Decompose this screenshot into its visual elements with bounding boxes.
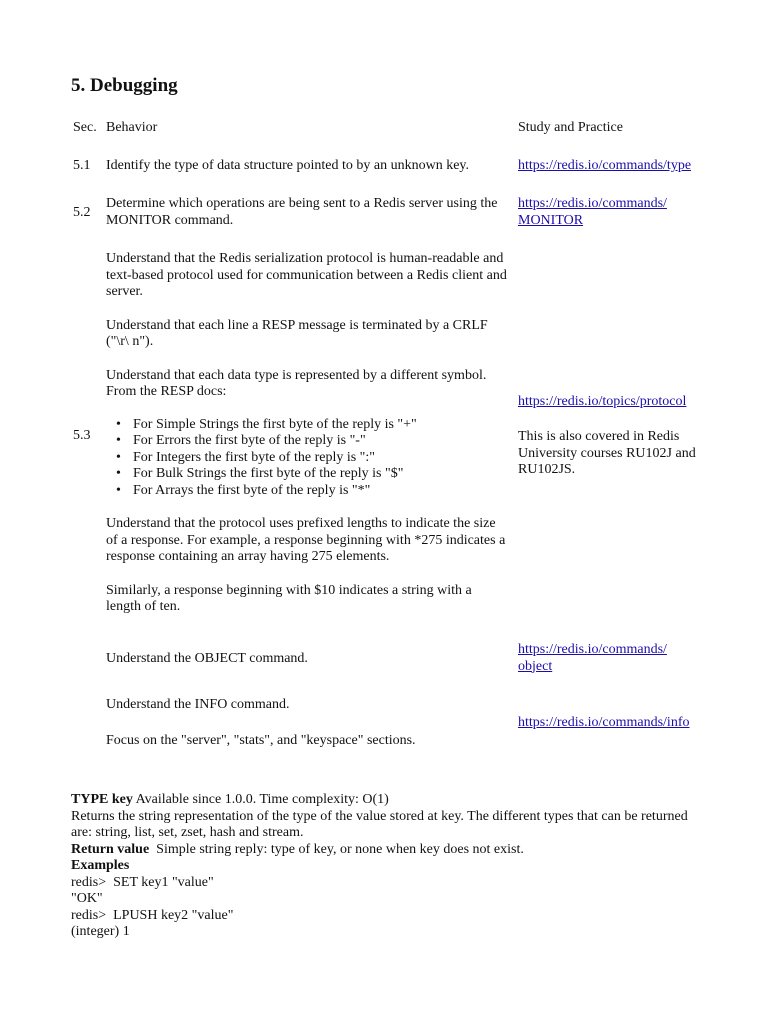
row-object-link-line2[interactable]: object: [518, 658, 553, 674]
row-5-2-behavior: Determine which operations are being sent to a Redis server using the MONITOR command.: [106, 196, 498, 228]
example-line: "OK": [71, 891, 103, 906]
row-object-link[interactable]: [518, 642, 718, 675]
return-value-label: Return value: [71, 841, 150, 857]
header-study: Study and Practice: [518, 120, 623, 135]
row-object-behavior: Understand the OBJECT command.: [106, 651, 308, 666]
row-info-link[interactable]: https://redis.io/commands/info: [518, 715, 690, 730]
resp-crlf-paragraph: Understand that each line a RESP message is terminated by a CRLF ("\r\ n").: [106, 317, 488, 349]
row-5-3-behavior: [106, 251, 508, 616]
example-line: (integer) 1: [71, 924, 130, 939]
list-item: • For Errors the first byte of the reply is "-": [89, 433, 508, 450]
type-command-description: Returns the string representation of the type of the value stored at key. The different types that can be returned are: string, list, set, zset, hash and stream.: [71, 808, 688, 840]
resp-length-paragraph: Understand that the protocol uses prefixed lengths to indicate the size of a response. For example, a response beginning with *275 indicates a response containing an array having 275 elements.: [106, 516, 506, 564]
list-item: • For Bulk Strings the first byte of the reply is "$": [89, 466, 508, 483]
type-command-since: Available since 1.0.0. Time complexity: O(1): [132, 792, 389, 807]
return-value-text: Simple string reply: type of key, or none when key does not exist.: [149, 841, 524, 857]
type-command-doc: [71, 792, 711, 941]
resp-intro-paragraph: Understand that the Redis serialization protocol is human-readable and text-based protocol used for communication between a Redis client and server.: [106, 251, 507, 299]
row-5-2-link[interactable]: [518, 196, 718, 229]
resp-symbol-list: [89, 417, 508, 500]
header-behavior: Behavior: [106, 120, 158, 135]
row-5-2-link-line2[interactable]: MONITOR: [518, 212, 584, 228]
row-5-1-link[interactable]: https://redis.io/commands/type: [518, 158, 692, 173]
row-5-3-link[interactable]: https://redis.io/topics/protocol: [518, 394, 687, 409]
section-title: 5. Debugging: [71, 75, 178, 96]
row-5-1-behavior: Identify the type of data structure pointed to by an unknown key.: [106, 158, 469, 173]
row-5-1-sec: 5.1: [73, 158, 91, 173]
list-item: • For Integers the first byte of the reply is ":": [89, 450, 508, 467]
type-command-name: TYPE key: [71, 792, 133, 807]
resp-string-length-paragraph: Similarly, a response beginning with $10 indicates a string with a length of ten.: [106, 582, 472, 614]
example-line: redis> LPUSH key2 "value": [71, 907, 234, 923]
resp-symbols-paragraph: Understand that each data type is represented by a different symbol. From the RESP docs:: [106, 367, 487, 399]
row-5-3-sec: 5.3: [73, 428, 91, 443]
row-5-2-sec: 5.2: [73, 205, 91, 220]
row-info-behavior: Understand the INFO command.: [106, 697, 290, 712]
example-line: redis> SET key1 "value": [71, 874, 214, 890]
type-command-header: [71, 792, 711, 809]
row-info-focus: Focus on the "server", "stats", and "keyspace" sections.: [106, 733, 416, 748]
examples-label: Examples: [71, 858, 130, 873]
row-object-link-line1[interactable]: https://redis.io/commands/: [518, 642, 667, 657]
header-sec: Sec.: [73, 120, 97, 135]
list-item: • For Simple Strings the first byte of the reply is "+": [89, 417, 508, 434]
type-command-return: [71, 842, 711, 859]
row-5-2-link-line1[interactable]: https://redis.io/commands/: [518, 196, 667, 211]
list-item: • For Arrays the first byte of the reply is "*": [89, 483, 508, 500]
row-5-3-note: This is also covered in Redis University courses RU102J and RU102JS.: [518, 429, 696, 477]
